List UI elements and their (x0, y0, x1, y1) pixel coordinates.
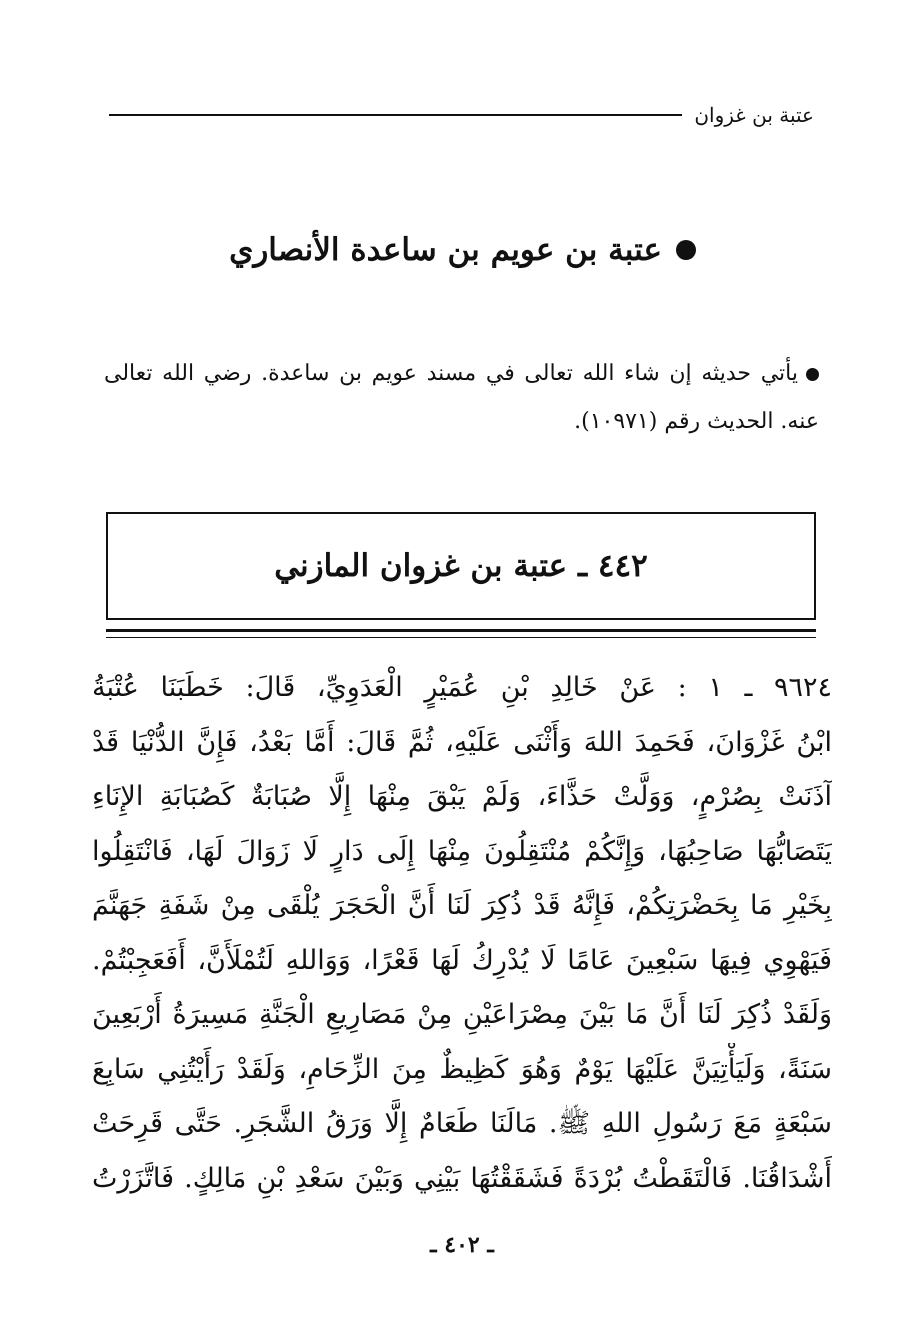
hadith-line: ابْنُ غَزْوَانَ، فَحَمِدَ اللهَ وَأَثْنَى عَلَيْهِ، ثُمَّ قَالَ: أَمَّا بَعْدُ، فَإِنَّ الدُّنْيَا قَدْ (92, 726, 832, 758)
bio-heading (229, 232, 696, 268)
note-text: يأتي حديثه إن شاء الله تعالى في مسند عويم بن ساعدة. رضي الله تعالى عنه. الحديث رقم (١٠٩٧١). (104, 361, 819, 434)
hadith-line: بِخَيْرِ مَا بِحَضْرَتِكُمْ، فَإِنَّهُ قَدْ ذُكِرَ لَنَا أَنَّ الْحَجَرَ يُلْقَى مِنْ شَفَةِ جَهَنَّمَ (92, 890, 832, 921)
hadith-line: سَبْعَةٍ مَعَ رَسُولِ اللهِ ﷺ. مَالَنَا طَعَامٌ إِلَّا وَرَقُ الشَّجَرِ. حَتَّى قَرِحَتْ (92, 1108, 832, 1139)
hadith-line: أَشْدَاقُنَا. فَالْتَقَطْتُ بُرْدَةً فَشَقَقْتُهَا بَيْنِي وَبَيْنَ سَعْدِ بْنِ مَالِكٍ. فَاتَّزَرْتُ (92, 1162, 832, 1194)
hadith-line: ٩٦٢٤ ـ ١ : عَنْ خَالِدِ بْنِ عُمَيْرٍ الْعَدَوِيِّ، قَالَ: خَطَبَنَا عُتْبَةُ (92, 672, 832, 703)
bio-heading-title: عتبة بن عويم بن ساعدة الأنصاري (229, 232, 662, 268)
hadith-text (92, 661, 832, 1206)
running-header-title: عتبة بن غزوان (694, 103, 814, 127)
hadith-line: فَيَهْوِي فِيهَا سَبْعِينَ عَامًا لَا يُدْرِكُ لَهَا قَعْرًا، وَوَاللهِ لَتُمْلَأَنَّ، أَفَعَجِبْتُمْ. (92, 944, 832, 976)
running-header-rule (109, 114, 682, 116)
hadith-line: سَنَةً، وَلَيَأْتِيَنَّ عَلَيْهَا يَوْمٌ وَهُوَ كَظِيظٌ مِنَ الزِّحَامِ، وَلَقَدْ رَأَيْتُنِي سَابِعَ (92, 1053, 832, 1085)
section-rule-thick (106, 629, 816, 632)
hadith-line: وَلَقَدْ ذُكِرَ لَنَا أَنَّ مَا بَيْنَ مِصْرَاعَيْنِ مِنْ مَصَارِيعِ الْجَنَّةِ مَسِيرَةُ أَرْبَعِينَ (92, 999, 832, 1030)
bullet-icon (806, 368, 819, 381)
cross-reference-note (104, 350, 819, 446)
hadith-line: يَتَصَابُّهَا صَاحِبُهَا، وَإِنَّكُمْ مُنْتَقِلُونَ مِنْهَا إِلَى دَارٍ لَا زَوَالَ لَهَا، فَانْتَقِلُوا (92, 835, 832, 867)
page-number: ـ ٤٠٢ ـ (430, 1232, 494, 1258)
section-rule-thin (106, 637, 816, 638)
bullet-icon (676, 240, 696, 260)
running-header (109, 100, 814, 130)
entry-title: ٤٤٢ ـ عتبة بن غزوان المازني (274, 548, 648, 584)
entry-title-box (106, 512, 816, 620)
hadith-line: آذَنَتْ بِصُرْمٍ، وَوَلَّتْ حَذَّاءَ، وَلَمْ يَبْقَ مِنْهَا إِلَّا صُبَابَةٌ كَصُبَابَةِ الإِنَاءِ (92, 781, 832, 812)
